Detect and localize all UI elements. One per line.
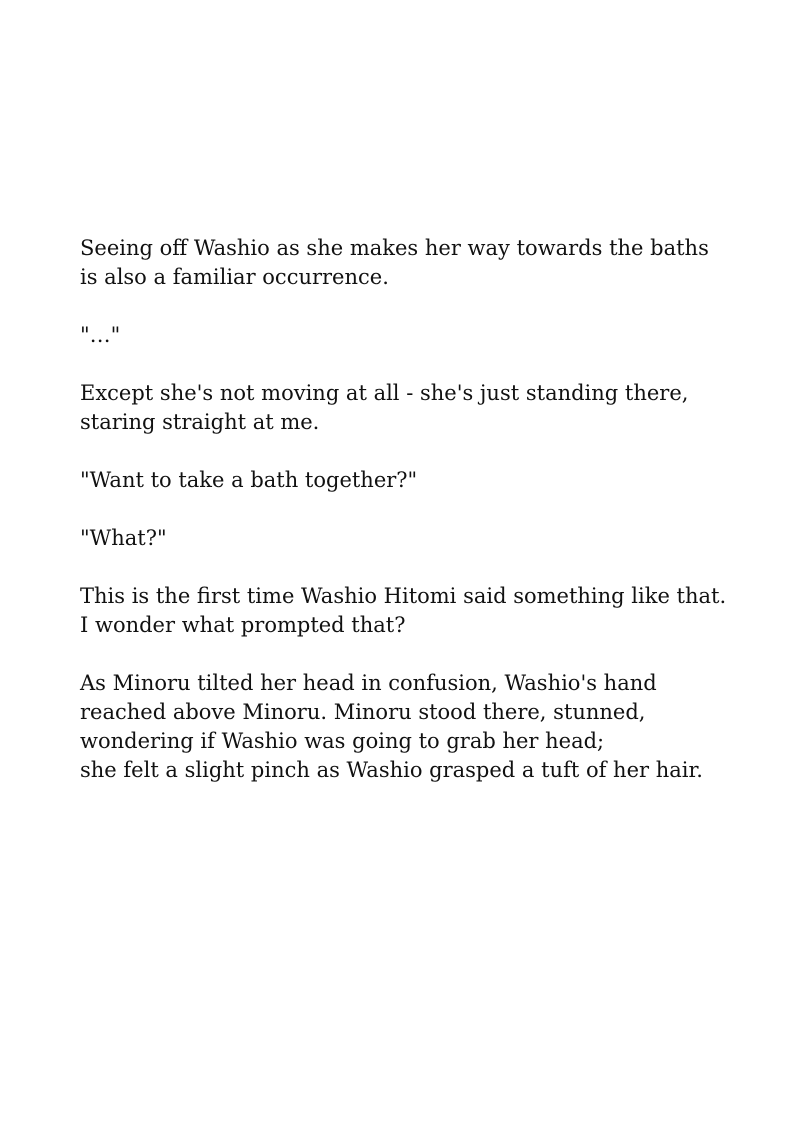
paragraph-7-line-4: she felt a slight pinch as Washio grasped a tuft of her hair. xyxy=(80,758,703,782)
paragraph-4-line-1: "Want to take a bath together?" xyxy=(80,468,418,492)
paragraph-6-line-2: I wonder what prompted that? xyxy=(80,613,406,637)
paragraph-7-line-3: wondering if Washio was going to grab her head; xyxy=(80,729,605,753)
paragraph-5 xyxy=(80,524,760,553)
paragraph-7 xyxy=(80,669,760,785)
paragraph-1-line-2: is also a familiar occurrence. xyxy=(80,265,389,289)
paragraph-1-line-1: Seeing off Washio as she makes her way towards the baths xyxy=(80,236,709,260)
paragraph-5-line-1: "What?" xyxy=(80,526,167,550)
paragraph-4 xyxy=(80,466,760,495)
paragraph-7-line-2: reached above Minoru. Minoru stood there, stunned, xyxy=(80,700,646,724)
paragraph-6 xyxy=(80,582,760,640)
paragraph-3-line-2: staring straight at me. xyxy=(80,410,320,434)
paragraph-2 xyxy=(80,321,760,350)
paragraph-1 xyxy=(80,234,760,292)
paragraph-7-line-1: As Minoru tilted her head in confusion, Washio's hand xyxy=(80,671,657,695)
story-text xyxy=(80,234,760,814)
paragraph-3 xyxy=(80,379,760,437)
paragraph-3-line-1: Except she's not moving at all - she's just standing there, xyxy=(80,381,689,405)
paragraph-2-line-1: "…" xyxy=(80,323,121,347)
paragraph-6-line-1: This is the first time Washio Hitomi said something like that. xyxy=(80,584,727,608)
